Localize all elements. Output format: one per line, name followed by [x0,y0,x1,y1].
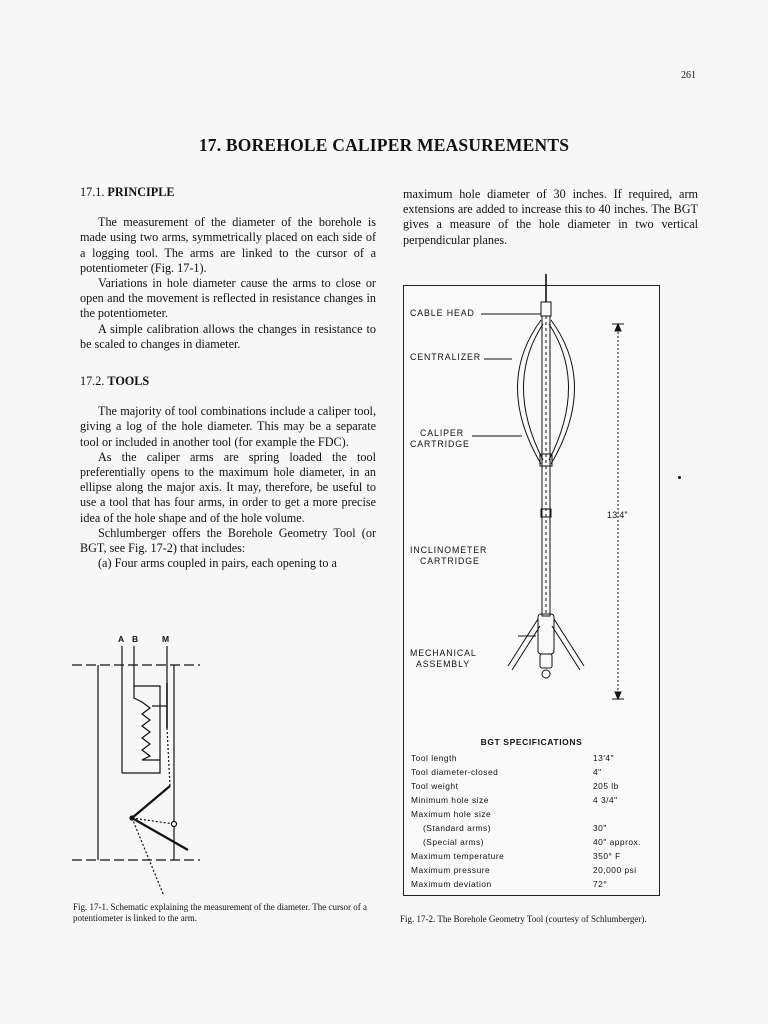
section-principle [80,185,376,352]
paragraph: The majority of tool combinations include a caliper tool, giving a log of the hole diameter. This may be a separate tool or included in another tool (for example the FDC). [80,404,376,449]
spec-key: Tool weight [411,781,459,791]
spec-row [411,781,656,795]
spec-value: 205 lb [593,781,619,791]
spec-value: 20,000 psi [593,865,637,875]
label-inclinometer-2: CARTRIDGE [420,556,480,566]
label-mechanical-1: MECHANICAL [410,648,477,658]
spec-row [411,767,656,781]
paragraph: The measurement of the diameter of the borehole is made using two arms, symmetrically placed on each side of a logging tool. The arms are linked to the cursor of a potentiometer (Fig. 17-1). [80,215,376,275]
spec-value: 72° [593,879,608,889]
spec-key: (Standard arms) [423,823,492,833]
page-number: 261 [681,70,696,81]
spec-value: 30" [593,823,607,833]
paragraph-continued [403,187,698,248]
ink-dot [678,476,681,479]
label-mechanical-2: ASSEMBLY [416,659,470,669]
spec-value: 4" [593,767,602,777]
section-heading-principle [80,185,376,200]
label-tool-length: 13'4" [607,510,628,520]
spec-key: (Special arms) [423,837,484,847]
fig-17-2-panel [403,285,660,896]
spec-row [411,879,656,893]
spec-row [411,837,656,851]
fig-17-1-caption: Fig. 17-1. Schematic explaining the measurement of the diameter. The cursor of a potentiometer is linked to the arm. [73,902,367,923]
spec-key: Maximum hole size [411,809,492,819]
section-tools [80,374,376,571]
section-number: 17.1. [80,185,105,199]
spec-key: Tool length [411,753,458,763]
paragraph: maximum hole diameter of 30 inches. If required, arm extensions are added to increase this to 40 inches. The BGT gives a measure of the hole diameter in two vertical perpendicular planes. [403,187,698,247]
fig-17-1-schematic [70,628,210,900]
label-m: M [162,634,170,644]
section-title: TOOLS [107,374,150,388]
section-number: 17.2. [80,374,105,388]
spec-value: 4 3/4" [593,795,618,805]
paragraph: (a) Four arms coupled in pairs, each opening to a [98,556,337,571]
spec-row [411,865,656,879]
spec-table-title: BGT SPECIFICATIONS [480,737,583,747]
label-b: B [132,634,139,644]
paragraph: A simple calibration allows the changes in resistance to be scaled to changes in diameter. [80,321,376,351]
section-title: PRINCIPLE [107,185,175,199]
spec-row [411,795,656,809]
spec-row [411,851,656,865]
label-caliper-1: CALIPER [420,428,464,438]
spec-key: Maximum temperature [411,851,505,861]
spec-row [411,823,656,837]
fig-17-2-caption: Fig. 17-2. The Borehole Geometry Tool (courtesy of Schlumberger). [400,914,647,924]
spec-value: 40" approx. [593,837,642,847]
label-inclinometer-1: INCLINOMETER [410,545,488,555]
label-caliper-2: CARTRIDGE [410,439,470,449]
spec-value: 350° F [593,851,621,861]
label-a: A [118,634,125,644]
spec-key: Minimum hole size [411,795,489,805]
spec-value: 13'4" [593,753,615,763]
label-cable-head: CABLE HEAD [410,308,475,318]
spec-key: Maximum deviation [411,879,492,889]
paragraph: Variations in hole diameter cause the arms to close or open and the movement is reflected in resistance changes in the potentiometer. [80,276,376,321]
chapter-title: 17. BOREHOLE CALIPER MEASUREMENTS [198,135,570,155]
spec-key: Tool diameter-closed [411,767,499,777]
spec-key: Maximum pressure [411,865,491,875]
spec-row [411,809,656,823]
paragraph: As the caliper arms are spring loaded the tool preferentially opens to the maximum hole diameter, in an ellipse along the major axis. It may, therefore, be useful to use a tool that has four arms, in order to get a more precise idea of the hole shape and of the hole volume. [80,449,376,525]
label-centralizer: CENTRALIZER [410,352,481,362]
paragraph: Schlumberger offers the Borehole Geometry Tool (or BGT, see Fig. 17-2) that includes: [80,525,376,556]
section-heading-tools [80,374,376,389]
spec-row [411,753,656,767]
